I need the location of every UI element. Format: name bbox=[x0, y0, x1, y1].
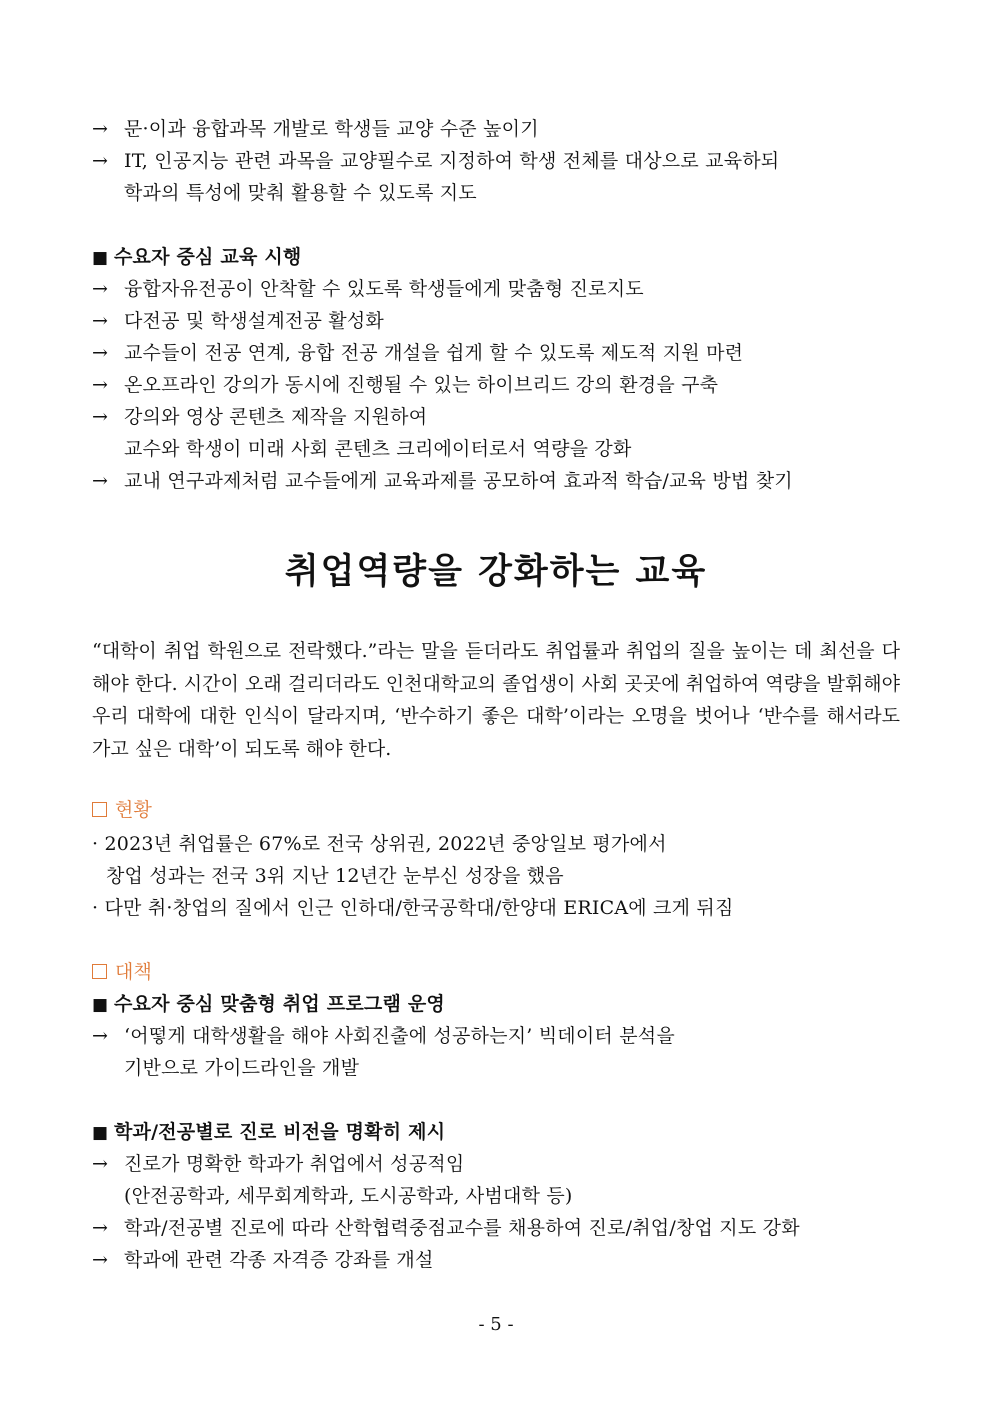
list-item: → 진로가 명확한 학과가 취업에서 성공적임 bbox=[92, 1153, 465, 1175]
section-heading: ■ 수요자 중심 맞춤형 취업 프로그램 운영 bbox=[92, 993, 445, 1015]
arrow-icon: → bbox=[92, 278, 109, 300]
list-item: → 문·이과 융합과목 개발로 학생들 교양 수준 높이기 bbox=[92, 118, 539, 140]
square-bullet-icon: ■ bbox=[92, 995, 109, 1015]
list-item: → 학과/전공별 진로에 따라 산학협력중점교수를 채용하여 진로/취업/창업 지도 강화 bbox=[92, 1217, 800, 1239]
arrow-icon: → bbox=[92, 150, 109, 172]
list-item: → IT, 인공지능 관련 과목을 교양필수로 지정하여 학생 전체를 대상으로 교육하되 bbox=[92, 150, 780, 172]
arrow-icon: → bbox=[92, 406, 109, 428]
arrow-icon: → bbox=[92, 1153, 109, 1175]
arrow-icon: → bbox=[92, 470, 109, 492]
page-title: 취업역량을 강화하는 교육 bbox=[284, 551, 708, 592]
status-line: · 다만 취·창업의 질에서 인근 인하대/한국공학대/한양대 ERICA에 크게 뒤짐 bbox=[92, 897, 734, 919]
status-line: · 2023년 취업률은 67%로 전국 상위권, 2022년 중앙일보 평가에서 bbox=[92, 833, 667, 855]
list-item: → 교수들이 전공 연계, 융합 전공 개설을 쉽게 할 수 있도록 제도적 지원 마련 bbox=[92, 342, 744, 364]
list-item: → 온오프라인 강의가 동시에 진행될 수 있는 하이브리드 강의 환경을 구축 bbox=[92, 374, 719, 396]
arrow-icon: → bbox=[92, 342, 109, 364]
arrow-icon: → bbox=[92, 118, 109, 140]
list-item: → 학과에 관련 각종 자격증 강좌를 개설 bbox=[92, 1249, 434, 1271]
checkbox-square-icon bbox=[92, 964, 107, 979]
section-heading: ■ 수요자 중심 교육 시행 bbox=[92, 246, 302, 268]
list-item-continuation: 기반으로 가이드라인을 개발 bbox=[124, 1057, 360, 1079]
arrow-icon: → bbox=[92, 1217, 109, 1239]
dot-icon: · bbox=[92, 833, 99, 855]
status-line-continuation: 창업 성과는 전국 3위 지난 12년간 눈부신 성장을 했음 bbox=[106, 865, 564, 887]
list-item-continuation: 학과의 특성에 맞춰 활용할 수 있도록 지도 bbox=[124, 182, 477, 204]
arrow-icon: → bbox=[92, 1025, 109, 1047]
arrow-icon: → bbox=[92, 310, 109, 332]
list-item-continuation: (안전공학과, 세무회계학과, 도시공학과, 사범대학 등) bbox=[124, 1185, 573, 1207]
intro-paragraph: “대학이 취업 학원으로 전락했다.”라는 말을 듣더라도 취업률과 취업의 질을 높이는 데 최선을 다해야 한다. 시간이 오래 걸리더라도 인천대학교의 졸업생이 사회 곳곳에 취업하여 역량을 발휘해야 우리 대학에 대한 인식이 달라지며, ‘반수하기 좋은 대학’이라는 오명을 벗어나 ‘반수를 해서라도 가고 싶은 대학’이 되도록 해야 한다. bbox=[92, 640, 900, 760]
square-bullet-icon: ■ bbox=[92, 1123, 109, 1143]
list-item: → 강의와 영상 콘텐츠 제작을 지원하여 bbox=[92, 406, 428, 428]
measures-label: 대책 bbox=[92, 960, 152, 984]
list-item: → 융합자유전공이 안착할 수 있도록 학생들에게 맞춤형 진로지도 bbox=[92, 278, 644, 300]
dot-icon: · bbox=[92, 897, 99, 919]
section-heading: ■ 학과/전공별로 진로 비전을 명확히 제시 bbox=[92, 1121, 446, 1143]
page-number: - 5 - bbox=[478, 1314, 514, 1335]
list-item: → 교내 연구과제처럼 교수들에게 교육과제를 공모하여 효과적 학습/교육 방법 찾기 bbox=[92, 470, 793, 492]
arrow-icon: → bbox=[92, 1249, 109, 1271]
list-item: → ‘어떻게 대학생활을 해야 사회진출에 성공하는지’ 빅데이터 분석을 bbox=[92, 1025, 675, 1047]
checkbox-square-icon bbox=[92, 802, 107, 817]
square-bullet-icon: ■ bbox=[92, 248, 109, 268]
list-item-continuation: 교수와 학생이 미래 사회 콘텐츠 크리에이터로서 역량을 강화 bbox=[124, 438, 632, 460]
status-label: 현황 bbox=[92, 798, 152, 822]
arrow-icon: → bbox=[92, 374, 109, 396]
list-item: → 다전공 및 학생설계전공 활성화 bbox=[92, 310, 384, 332]
